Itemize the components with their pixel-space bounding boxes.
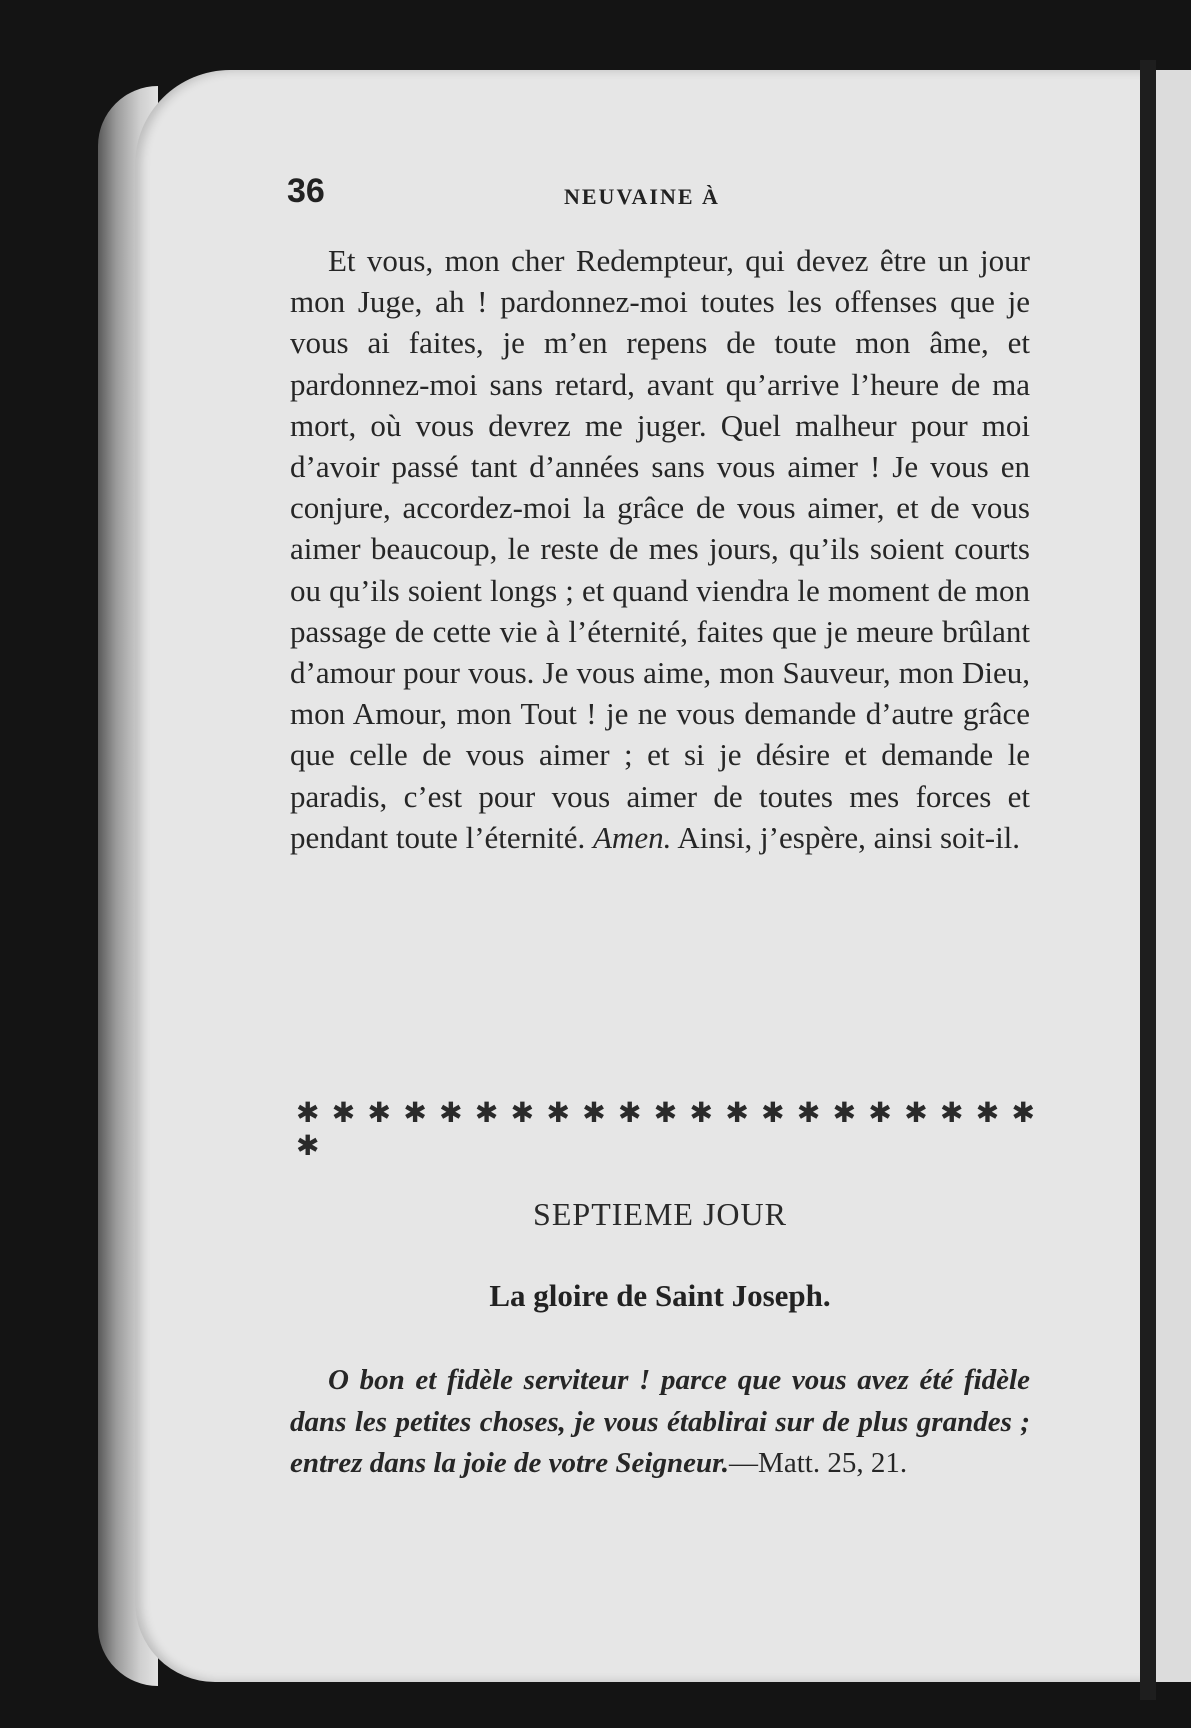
ornament-divider: ✱ ✱ ✱ ✱ ✱ ✱ ✱ ✱ ✱ ✱ ✱ ✱ ✱ ✱ ✱ ✱ ✱ ✱ ✱ ✱ ✱ ✱ bbox=[296, 1096, 1036, 1162]
running-title: NEUVAINE À bbox=[564, 184, 720, 209]
prayer-paragraph bbox=[290, 240, 1030, 858]
epigraph-reference: —Matt. 25, 21. bbox=[729, 1447, 908, 1479]
epigraph-quote: O bon et fidèle serviteur ! parce que vous avez été fidèle dans les petites choses, je vous établirai sur de plus grandes ; entrez dans la joie de votre Seigneur. bbox=[290, 1364, 1030, 1479]
book-gutter bbox=[1140, 60, 1156, 1700]
running-head bbox=[287, 172, 1007, 222]
prayer-text: Et vous, mon cher Redempteur, qui devez être un jour mon Juge, ah ! pardonnez-moi toutes les offenses que je vous ai faites, je m’en repens de toute mon âme, et pardonnez-moi sans retard, avant qu’arrive l’heure de ma mort, où vous devrez me juger. Quel malheur pour moi d’avoir passé tant d’années sans vous aimer ! Je vous en conjure, accordez-moi la grâce de vous aimer, et de vous aimer beaucoup, le reste de mes jours, qu’ils soient courts ou qu’ils soient longs ; et quand viendra le moment de mon passage de cette vie à l’éternité, faites que je meure brûlant d’amour pour vous. Je vous aime, mon Sauveur, mon Dieu, mon Amour, mon Tout ! je ne vous demande d’autre grâce que celle de vous aimer ; et si je désire et demande le paradis, c’est pour vous aimer de toutes mes forces et pendant toute l’éternité. bbox=[290, 243, 1030, 855]
epigraph bbox=[290, 1360, 1030, 1485]
section-subtitle: La gloire de Saint Joseph. bbox=[489, 1278, 831, 1313]
prayer-closing: Ainsi, j’espère, ainsi soit-il. bbox=[671, 819, 1021, 855]
next-page-edge bbox=[1156, 70, 1191, 1682]
section-title: SEPTIEME JOUR bbox=[533, 1196, 787, 1232]
amen-word: Amen. bbox=[593, 819, 672, 855]
page-number: 36 bbox=[287, 172, 325, 210]
